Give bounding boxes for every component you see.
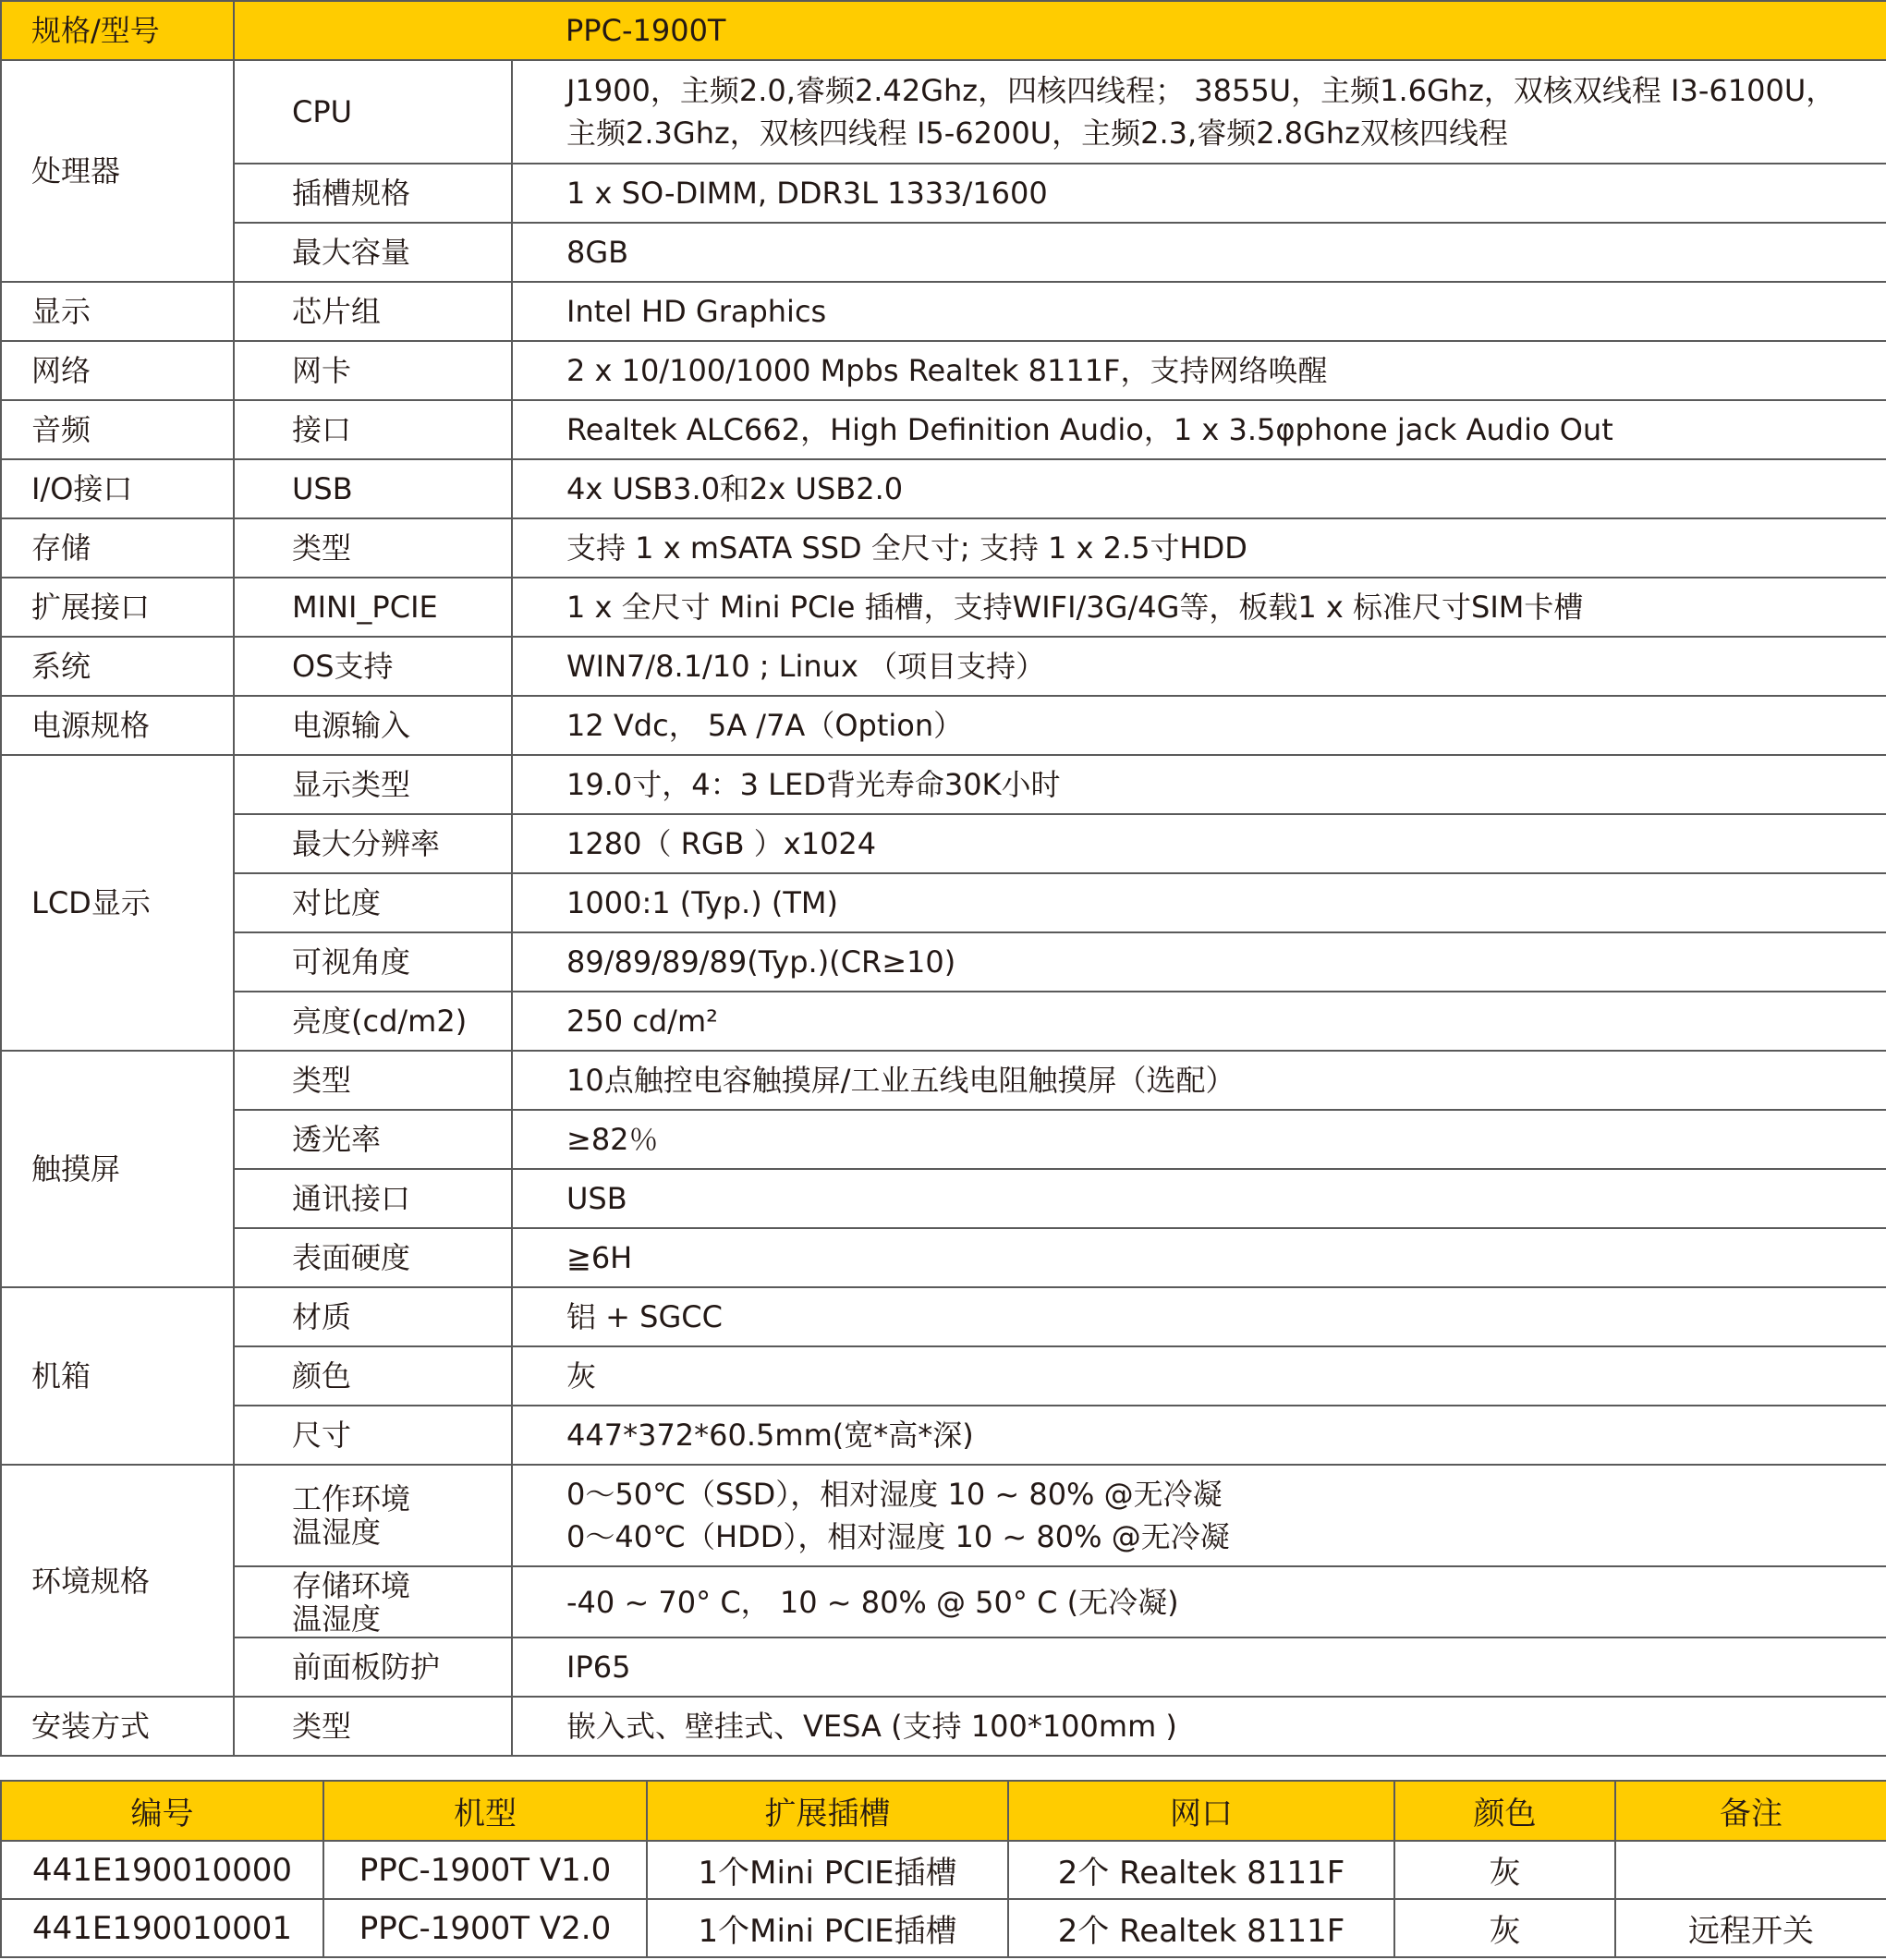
order-cell-id: 441E190010001 — [1, 1899, 323, 1957]
spec-row — [1, 637, 1886, 696]
spec-value: 灰 — [512, 1346, 1886, 1406]
spec-value: 铝 + SGCC — [512, 1287, 1886, 1346]
spec-value: 447*372*60.5mm(宽*高*深) — [512, 1406, 1886, 1465]
spec-header-row — [1, 1, 1886, 60]
spec-item: 可视角度 — [234, 932, 512, 992]
order-cell-network: 2个 Realtek 8111F — [1008, 1841, 1394, 1899]
spec-value: 2 x 10/100/1000 Mpbs Realtek 8111F，支持网络唤醒 — [512, 341, 1886, 400]
spec-row — [1, 400, 1886, 459]
spec-row — [1, 1228, 1886, 1287]
spec-item: 表面硬度 — [234, 1228, 512, 1287]
spec-row — [1, 755, 1886, 814]
spec-item: 芯片组 — [234, 282, 512, 341]
order-cell-remark: 远程开关 — [1615, 1899, 1886, 1957]
spec-row — [1, 932, 1886, 992]
spec-value: 支持 1 x mSATA SSD 全尺寸; 支持 1 x 2.5寸HDD — [512, 518, 1886, 578]
spec-item: MINI_PCIE — [234, 578, 512, 637]
spec-item: CPU — [234, 60, 512, 164]
spec-category: 安装方式 — [1, 1697, 234, 1756]
spec-category: 音频 — [1, 400, 234, 459]
spec-item: 尺寸 — [234, 1406, 512, 1465]
spec-value: Intel HD Graphics — [512, 282, 1886, 341]
spec-category: 系统 — [1, 637, 234, 696]
order-cell-color: 灰 — [1394, 1899, 1615, 1957]
spec-category: 触摸屏 — [1, 1051, 234, 1287]
spec-value: 嵌入式、壁挂式、VESA (支持 100*100mm ) — [512, 1697, 1886, 1756]
spec-item: 电源输入 — [234, 696, 512, 755]
spec-item: USB — [234, 459, 512, 518]
spec-table-body — [1, 1, 1886, 1756]
spec-item: 类型 — [234, 1051, 512, 1110]
spec-row — [1, 1406, 1886, 1465]
order-cell-model: PPC-1900T V2.0 — [323, 1899, 647, 1957]
spec-item: 颜色 — [234, 1346, 512, 1406]
order-row — [1, 1841, 1886, 1899]
spec-value: 19.0寸，4：3 LED背光寿命30K小时 — [512, 755, 1886, 814]
spec-row — [1, 1169, 1886, 1228]
spec-value: 4x USB3.0和2x USB2.0 — [512, 459, 1886, 518]
spec-value: 1 x SO-DIMM, DDR3L 1333/1600 — [512, 164, 1886, 223]
spec-row — [1, 578, 1886, 637]
spec-header-spacer — [234, 1, 512, 60]
spec-item: 对比度 — [234, 873, 512, 932]
spec-item: 最大分辨率 — [234, 814, 512, 873]
spec-item: 工作环境 温湿度 — [234, 1465, 512, 1566]
spec-value: 250 cd/m² — [512, 992, 1886, 1051]
order-cell-model: PPC-1900T V1.0 — [323, 1841, 647, 1899]
spec-value: 1000:1 (Typ.) (TM) — [512, 873, 1886, 932]
spec-value: Realtek ALC662，High Definition Audio，1 x 3.5φphone jack Audio Out — [512, 400, 1886, 459]
order-cell-id: 441E190010000 — [1, 1841, 323, 1899]
spec-value: 12 Vdc， 5A /7A（Option） — [512, 696, 1886, 755]
spec-row — [1, 873, 1886, 932]
order-row — [1, 1899, 1886, 1957]
spec-value: 8GB — [512, 223, 1886, 282]
spec-header-label: 规格/型号 — [1, 1, 234, 60]
spec-item: 材质 — [234, 1287, 512, 1346]
spec-category: 处理器 — [1, 60, 234, 282]
spec-item: 类型 — [234, 1697, 512, 1756]
spec-value: 1280（ RGB ）x1024 — [512, 814, 1886, 873]
spec-value: WIN7/8.1/10 ; Linux （项目支持） — [512, 637, 1886, 696]
order-cell-network: 2个 Realtek 8111F — [1008, 1899, 1394, 1957]
order-cell-slot: 1个Mini PCIE插槽 — [647, 1899, 1008, 1957]
spec-row — [1, 1637, 1886, 1697]
spec-item: 前面板防护 — [234, 1637, 512, 1697]
spec-row — [1, 1346, 1886, 1406]
spec-row — [1, 1465, 1886, 1566]
order-cell-slot: 1个Mini PCIE插槽 — [647, 1841, 1008, 1899]
order-header-network: 网口 — [1008, 1781, 1394, 1841]
spec-row — [1, 696, 1886, 755]
spec-row — [1, 1697, 1886, 1756]
spec-category: I/O接口 — [1, 459, 234, 518]
order-cell-remark — [1615, 1841, 1886, 1899]
spec-item: 透光率 — [234, 1110, 512, 1169]
spec-category: 环境规格 — [1, 1465, 234, 1697]
spec-item: 显示类型 — [234, 755, 512, 814]
spec-category: 电源规格 — [1, 696, 234, 755]
order-header-slot: 扩展插槽 — [647, 1781, 1008, 1841]
spec-row — [1, 992, 1886, 1051]
order-header-id: 编号 — [1, 1781, 323, 1841]
spec-category: 扩展接口 — [1, 578, 234, 637]
spec-row — [1, 282, 1886, 341]
spec-value: USB — [512, 1169, 1886, 1228]
spec-value: ≥82％ — [512, 1110, 1886, 1169]
spec-row — [1, 1566, 1886, 1637]
spec-row — [1, 164, 1886, 223]
spec-category: 网络 — [1, 341, 234, 400]
spec-value: ≧6H — [512, 1228, 1886, 1287]
spec-item: 亮度(cd/m2) — [234, 992, 512, 1051]
spec-item: 接口 — [234, 400, 512, 459]
spec-value: IP65 — [512, 1637, 1886, 1697]
spec-item: 最大容量 — [234, 223, 512, 282]
spec-row — [1, 518, 1886, 578]
spec-value: 89/89/89/89(Typ.)(CR≥10) — [512, 932, 1886, 992]
spec-category: LCD显示 — [1, 755, 234, 1051]
order-table — [0, 1780, 1886, 1958]
spec-item: 存储环境 温湿度 — [234, 1566, 512, 1637]
spec-row — [1, 60, 1886, 164]
spec-row — [1, 459, 1886, 518]
spec-category: 机箱 — [1, 1287, 234, 1465]
spec-row — [1, 1051, 1886, 1110]
spec-row — [1, 223, 1886, 282]
spec-value: 1 x 全尺寸 Mini PCIe 插槽，支持WIFI/3G/4G等，板载1 x 标准尺寸SIM卡槽 — [512, 578, 1886, 637]
order-header-color: 颜色 — [1394, 1781, 1615, 1841]
spec-item: 类型 — [234, 518, 512, 578]
spec-row — [1, 1110, 1886, 1169]
order-header-row — [1, 1781, 1886, 1841]
order-cell-color: 灰 — [1394, 1841, 1615, 1899]
spec-row — [1, 1287, 1886, 1346]
spec-category: 存储 — [1, 518, 234, 578]
spec-row — [1, 814, 1886, 873]
spec-value: J1900，主频2.0,睿频2.42Ghz，四核四线程； 3855U，主频1.6Ghz，双核双线程 I3-6100U， 主频2.3Ghz，双核四线程 I5-6200U，主频2.3,睿频2.8Ghz双核四线程 — [512, 60, 1886, 164]
spec-row — [1, 341, 1886, 400]
spec-item: 网卡 — [234, 341, 512, 400]
spec-item: OS支持 — [234, 637, 512, 696]
spec-item: 通讯接口 — [234, 1169, 512, 1228]
spec-item: 插槽规格 — [234, 164, 512, 223]
spec-category: 显示 — [1, 282, 234, 341]
spec-value: 10点触控电容触摸屏/工业五线电阻触摸屏（选配） — [512, 1051, 1886, 1110]
spec-value: -40 ~ 70° C， 10 ~ 80% @ 50° C (无冷凝) — [512, 1566, 1886, 1637]
order-header-remark: 备注 — [1615, 1781, 1886, 1841]
spec-header-model: PPC-1900T — [512, 1, 1886, 60]
spec-value: 0～50℃（SSD），相对湿度 10 ~ 80% @无冷凝 0～40℃（HDD），相对湿度 10 ~ 80% @无冷凝 — [512, 1465, 1886, 1566]
order-header-model: 机型 — [323, 1781, 647, 1841]
